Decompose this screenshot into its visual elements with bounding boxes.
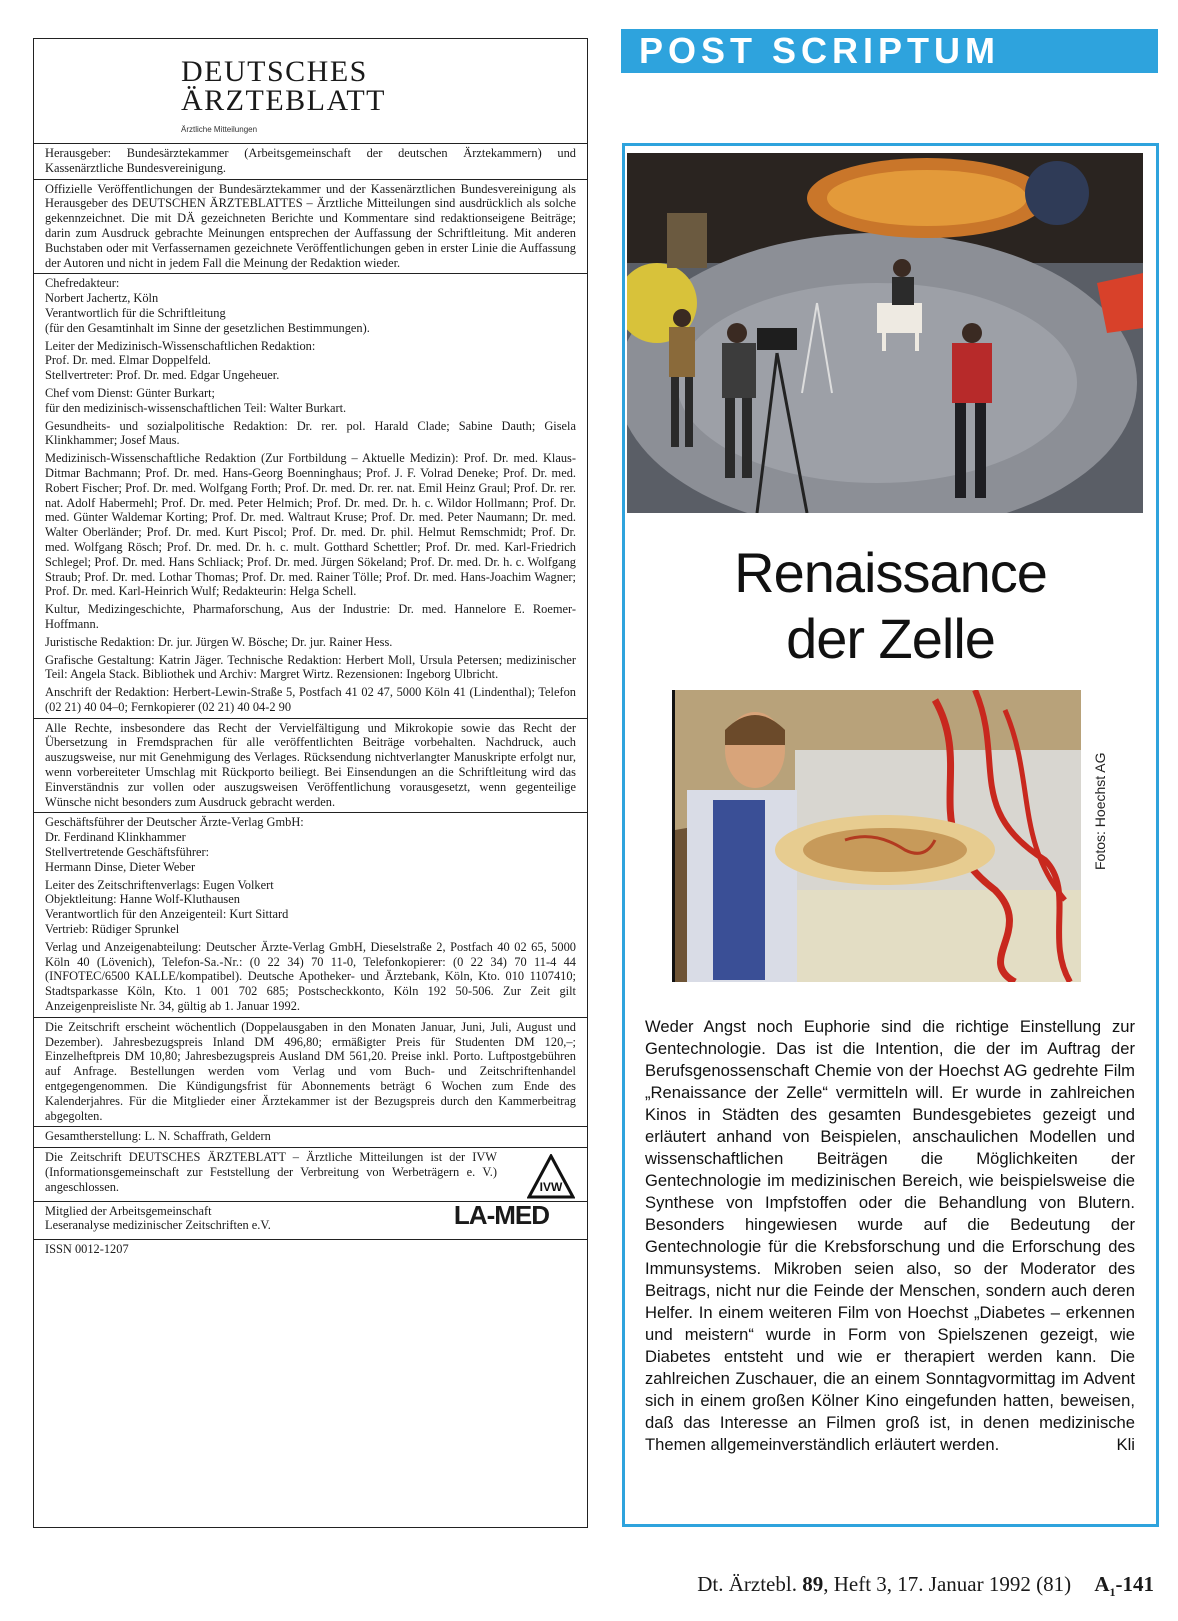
article-text: Weder Angst noch Euphorie sind die richtige Einstellung zur Gentechnologie. Das ist die Intention, die der im Auftrag der Berufsgenossenschaft Chemie von der Hoechst AG gedrehte Film „Renaissance der Zelle“ vermitteln will. Er wurde in zahlreichen Kinos in Städten des gesamten Bundesgebietes gezeigt und erläutert anhand von Beispielen, anschaulichen Modellen und wissenschaftlichen Beiträgen die Möglichkeiten der Gentechnologie im medizinischen Bereich, wie beispielsweise die Synthese von Impfstoffen oder die Behandlung von Blutern. Besonders hingewiesen wurde auf die Bedeutung der Gentechnologie für die Krebsforschung und die Erforschung des Immunsystems. Mikroben seien also, so der Moderator des Beitrags, nicht nur die Feinde der Menschen, sondern auch deren Helfer. In einem weiteren Film von Hoechst „Diabetes – erkennen und meistern“ wurde in Form von Spielszenen gezeigt, wie Diabetes entsteht und wie er therapiert werden kann. Die zahlreichen Zuschauer, die an einem Sonntagvormittag im Advent sich in einem großen Kölner Kino eingefunden hatten, beweisen, daß das Interesse an Filmen groß ist, in denen medizinische Themen allgemeinverständlich erläutert werden. [645, 1017, 1135, 1454]
rights-section [34, 719, 587, 814]
footer-page-number [1094, 1572, 1154, 1600]
production-section [34, 1127, 587, 1148]
editorial-section [34, 274, 587, 718]
subscription-section [34, 1018, 587, 1128]
footer-page-value: -141 [1115, 1572, 1154, 1596]
tv-studio-photo [627, 153, 1143, 513]
cell-model-photo [672, 690, 1081, 982]
official-text: Offizielle Veröffentlichungen der Bundesärztekammer und der Kassenärztlichen Bundesvereinigung als Herausgeber des DEUTSCHEN ÄRZTEBLATTES – Ärztliche Mitteilungen sind ausdrücklich als solche gekennzeichnet. Die mit DÄ gezeichneten Berichte und Kommentare sind redaktionseigene Beiträge; darin zum Ausdruck gebrachte Meinungen entsprechen der Auffassung der Schriftleitung. Mit anderen Buchstaben oder mit Verfassernamen gezeichnete Veröffentlichungen geben in erster Linie die Auffassung der Autoren und nicht in jedem Fall die Meinung der Redaktion wieder. [45, 181, 576, 270]
footer-page-prefix: A [1094, 1572, 1110, 1596]
issn-section [34, 1240, 587, 1260]
rights-text: Alle Rechte, insbesondere das Recht der Vervielfältigung und Mikrokopie sowie das Recht der Übersetzung in Fremdsprachen für alle veröffentlichten Beiträge vorbehalten. Nachdruck, auch auszugsweise, nur mit Genehmigung des Verlages. Rücksendung nichtverlangter Manuskripte erfolgt nur, wenn vorbereiteter Umschlag mit Rückporto beiliegt. Bei Einsendungen an die Schriftleitung wird das Einverständnis zur vollen oder auszugsweisen Veröffentlichung vorausgesetzt, wenn gegenteilige Wünsche nicht besonders zum Ausdruck gebracht werden. [45, 720, 576, 809]
article-headline [622, 540, 1159, 672]
footer-issue-info: , Heft 3, 17. Januar 1992 (81) [823, 1572, 1072, 1596]
page-footer [697, 1572, 1154, 1600]
masthead [34, 39, 587, 144]
publishing-management: Geschäftsführer der Deutscher Ärzte-Verlag GmbH: Dr. Ferdinand Klinkhammer Stellvertretende Geschäftsführer: Hermann Dinse, Dieter Weber [45, 815, 304, 874]
ivw-text: Die Zeitschrift DEUTSCHES ÄRZTEBLATT – Ärztliche Mitteilungen ist der IVW (Informationsgemeinschaft zur Feststellung der Verbreitung von Werbeträgern e. V.) angeschlossen. [45, 1150, 497, 1194]
editorial-culture: Kultur, Medizingeschichte, Pharmaforschung, Aus der Industrie: Dr. med. Hannelore E. Roemer-Hoffmann. [45, 602, 576, 631]
article-signature: Kli [1116, 1435, 1135, 1454]
ivw-logo-text: IVW [539, 1180, 563, 1195]
footer-page-sub: 1 [1109, 1585, 1116, 1600]
issn-text: ISSN 0012-1207 [45, 1242, 129, 1257]
editorial-address: Anschrift der Redaktion: Herbert-Lewin-Straße 5, Postfach 41 02 47, 5000 Köln 41 (Lindenthal); Telefon (02 21) 40 04–0; Fernkopierer (02 21) 40 04-2 90 [45, 685, 576, 714]
editorial-design: Grafische Gestaltung: Katrin Jäger. Technische Redaktion: Herbert Moll, Ursula Petersen; medizinischer Teil: Angela Stack. Bibliothek und Archiv: Margret Wirtz. Rezensionen: Ingeborg Ulbricht. [45, 652, 576, 682]
footer-journal: Dt. Ärztebl. [697, 1572, 797, 1596]
post-scriptum-banner: POST SCRIPTUM [621, 29, 1158, 73]
lamed-text: Mitglied der Arbeitsgemeinschaft Leseranalyse medizinischer Zeitschriften e.V. [45, 1203, 271, 1233]
headline-line2: der Zelle [786, 607, 995, 670]
photo-credit: Fotos: Hoechst AG [1092, 752, 1108, 870]
editorial-legal: Juristische Redaktion: Dr. jur. Jürgen W. Bösche; Dr. jur. Rainer Hess. [45, 634, 393, 649]
publisher-text: Herausgeber: Bundesärztekammer (Arbeitsgemeinschaft der deutschen Ärztekammern) und Kassenärztliche Bundesvereinigung. [45, 146, 576, 175]
publishing-address: Verlag und Anzeigenabteilung: Deutscher Ärzte-Verlag GmbH, Dieselstraße 2, Postfach 40 02 65, 5000 Köln 40 (Lövenich), Telefon-Sa.-Nr.: (0 22 34) 70 11-0, Telefonkopierer: (0 22 34) 70 11-4 44 (INFOTEC/6500 KALLE/kompatibel). Deutsche Apotheker- und Ärztebank, Köln, Kto. 010 1107410; Stadtsparkasse Köln, Kto. 1 001 702 685; Postscheckkonto, Köln 192 50-506. Zur Zeit gilt Anzeigenpreisliste Nr. 34, gültig ab 1. Januar 1992. [45, 939, 576, 1014]
editorial-duty: Chef vom Dienst: Günter Burkart; für den medizinisch-wissenschaftlichen Teil: Walter Burkart. [45, 385, 347, 415]
article-body [645, 1016, 1135, 1456]
publisher-section [34, 144, 587, 180]
production-text: Gesamtherstellung: L. N. Schaffrath, Geldern [45, 1129, 271, 1144]
editorial-medical-scientific: Medizinisch-Wissenschaftliche Redaktion (Zur Fortbildung – Aktuelle Medizin): Prof. Dr. med. Klaus-Ditmar Bachmann; Prof. Dr. med. Hans-Georg Boenninghaus; Prof. J. F. Volrad Deneke; Prof. Dr. med. Robert Fischer; Prof. Dr. med. Wolfgang Forth; Prof. Dr. med. Dr. rer. nat. Emil Heinz Graul; Prof. Dr. rer. nat. Adolf Habermehl; Prof. Dr. med. Peter Helmich; Prof. Dr. med. Dr. h. c. Wildor Hollmann; Prof. Dr. med. Günter Waldemar Korting; Prof. Dr. med. Waltraut Kruse; Prof. Dr. med. Peter Naumann; Dr. med. Walter Oberländer; Prof. Dr. med. Kurt Piscol; Prof. Dr. med. Dr. phil. Helmut Remschmidt; Prof. Dr. med. Wolfgang Rösch; Prof. Dr. med. Dr. h. c. mult. Gotthard Schettler; Prof. Dr. med. Karl-Friedrich Schlegel; Prof. Dr. med. Hans Schliack; Prof. Dr. med. Jürgen Sökeland; Prof. Dr. med. Dr. h. c. Wolfgang Straub; Prof. Dr. med. Lothar Thomas; Prof. Dr. med. Rainer Tölle; Prof. Dr. med. Hans-Joachim Wagner; Prof. Dr. med. Karl-Heinrich Wulf; Redakteurin: Helga Schell. [45, 451, 576, 599]
official-section [34, 180, 587, 275]
footer-volume: 89 [802, 1572, 824, 1596]
editorial-health-policy: Gesundheits- und sozialpolitische Redaktion: Dr. rer. pol. Harald Clade; Sabine Dauth; Gisela Klinkhammer; Josef Maus. [45, 418, 576, 448]
publishing-staff: Leiter des Zeitschriftenverlags: Eugen Volkert Objektleitung: Hanne Wolf-Kluthausen Verantwortlich für den Anzeigenteil: Kurt Sittard Vertrieb: Rüdiger Sprunkel [45, 877, 289, 937]
impressum-box [33, 38, 588, 1528]
editorial-chief: Chefredakteur: Norbert Jachertz, Köln Verantwortlich für die Schriftleitung (für den Gesamtinhalt im Sinne der gesetzlichen Bestimmungen). [45, 276, 370, 335]
editorial-medical-lead: Leiter der Medizinisch-Wissenschaftlichen Redaktion: Prof. Dr. med. Elmar Doppelfeld. Stellvertreter: Prof. Dr. med. Edgar Ungeheuer. [45, 338, 316, 383]
ivw-section [34, 1148, 587, 1201]
lamed-logo: LA-MED [453, 1199, 549, 1230]
masthead-subtitle: Ärztliche Mitteilungen [181, 125, 258, 134]
ivw-logo [527, 1154, 575, 1200]
subscription-text: Die Zeitschrift erscheint wöchentlich (Doppelausgaben in den Monaten Januar, Juni, Juli, August und Dezember). Jahresbezugspreis Inland DM 496,80; ermäßigter Preis für Studenten DM 120,–; Einzelheftpreis DM 10,80; Jahresbezugspreis Ausland DM 561,20. Preise inkl. Porto. Luftpostgebühren auf Anfrage. Bestellungen werden vom Verlag und vom Buch- und Zeitschriftenhandel entgegengenommen. Die Kündigungsfrist für Abonnements beträgt 6 Wochen zum Ende des Kalenderjahres. Für die Mitglieder einer Ärztekammer ist der Bezugspreis durch den Kammerbeitrag abgegolten. [45, 1019, 576, 1123]
lamed-section [34, 1199, 587, 1241]
masthead-title-line2: ÄRZTEBLATT [181, 84, 386, 117]
masthead-title-line1: DEUTSCHES [181, 55, 368, 88]
publishing-section [34, 813, 587, 1017]
headline-line1: Renaissance [734, 541, 1047, 604]
